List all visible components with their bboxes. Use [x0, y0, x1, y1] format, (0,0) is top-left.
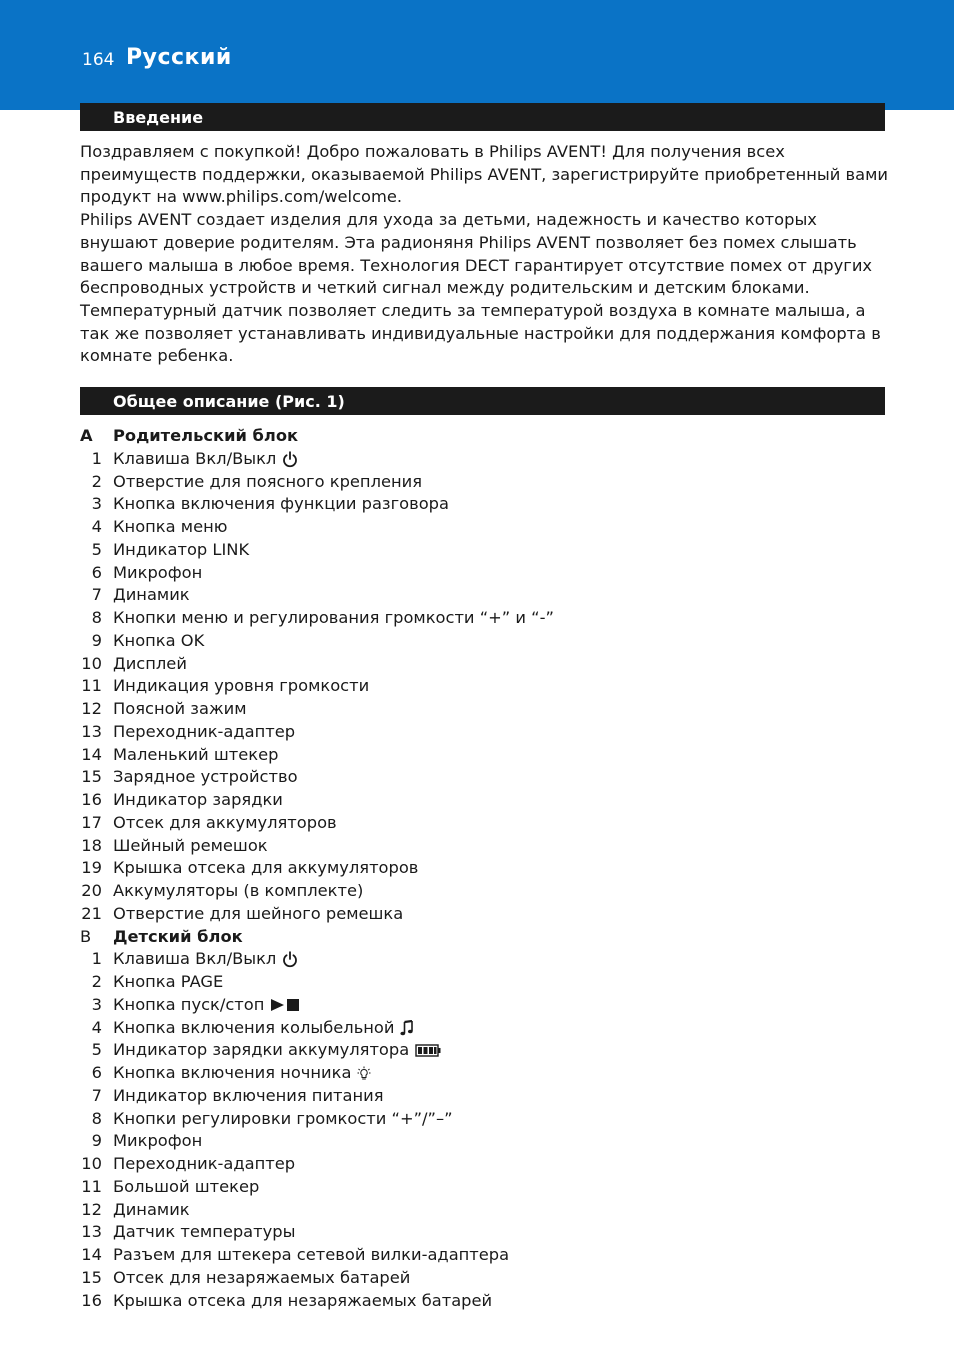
item-number: 6	[91, 1063, 102, 1082]
item-number: 16	[81, 790, 102, 809]
list-item	[80, 948, 890, 971]
intro-text	[80, 141, 890, 368]
item-label: Индикатор зарядки аккумулятора	[113, 1040, 410, 1060]
item-number: 8	[91, 1108, 102, 1128]
item-number: 14	[81, 1245, 102, 1264]
list-item	[80, 971, 890, 994]
list-item	[80, 1199, 890, 1222]
item-number: 13	[81, 1222, 102, 1242]
parent-unit-heading	[80, 425, 890, 448]
item-number: 6	[91, 562, 102, 582]
item-number: 3	[91, 994, 102, 1014]
item-number: 4	[91, 1017, 102, 1037]
language-title: Русский	[126, 45, 232, 70]
night-light-icon	[357, 1066, 371, 1082]
list-item	[80, 1176, 890, 1199]
list-item	[80, 812, 890, 835]
list-item	[80, 1153, 890, 1176]
item-label: Индикатор зарядки	[113, 790, 283, 809]
item-label: Кнопка пуск/стоп	[113, 994, 265, 1014]
item-number: 12	[81, 699, 102, 718]
power-icon	[282, 951, 298, 968]
list-item	[80, 607, 890, 630]
list-item	[80, 835, 890, 858]
list-item	[80, 903, 890, 926]
list-item	[80, 516, 890, 539]
list-item	[80, 1039, 890, 1062]
group-letter: A	[80, 426, 93, 445]
item-number: 8	[91, 608, 102, 627]
item-label: Маленький штекер	[113, 744, 279, 764]
item-label: Динамик	[113, 585, 190, 605]
list-item	[80, 766, 890, 789]
item-label: Кнопки регулировки громкости “+”/”–”	[113, 1108, 453, 1128]
item-label: Зарядное устройство	[113, 767, 298, 787]
item-label: Переходник-адаптер	[113, 721, 296, 741]
item-number: 11	[81, 676, 102, 696]
item-number: 2	[91, 972, 102, 991]
list-item	[80, 880, 890, 903]
list-item	[80, 994, 890, 1017]
item-number: 20	[81, 881, 102, 900]
item-label: Отсек для незаряжаемых батарей	[113, 1267, 411, 1287]
item-number: 9	[91, 630, 102, 650]
item-label: Кнопка включения колыбельной	[113, 1017, 395, 1037]
list-item	[80, 471, 890, 494]
item-label: Кнопка OK	[113, 630, 205, 650]
item-label: Кнопка включения ночника	[113, 1063, 352, 1082]
group-letter: B	[80, 926, 92, 946]
item-label: Кнопка PAGE	[113, 972, 224, 991]
list-item	[80, 1085, 890, 1108]
item-label: Крышка отсека для незаряжаемых батарей	[113, 1290, 493, 1310]
item-number: 10	[81, 1154, 102, 1173]
group-title: Родительский блок	[113, 426, 299, 445]
item-label: Шейный ремешок	[113, 835, 268, 855]
item-label: Кнопки меню и регулирования громкости “+” и “-”	[113, 608, 554, 627]
list-item	[80, 562, 890, 585]
item-label: Отверстие для поясного крепления	[113, 471, 423, 491]
list-item	[80, 698, 890, 721]
list-item	[80, 1267, 890, 1290]
item-number: 11	[81, 1176, 102, 1196]
list-item	[80, 1062, 890, 1085]
item-label: Индикатор включения питания	[113, 1085, 384, 1105]
item-number: 21	[81, 903, 102, 923]
item-number: 17	[81, 812, 102, 832]
item-label: Дисплей	[113, 653, 187, 673]
item-number: 7	[91, 1085, 102, 1105]
item-number: 1	[91, 448, 102, 468]
item-number: 9	[91, 1131, 102, 1151]
item-number: 4	[91, 517, 102, 536]
list-item	[80, 744, 890, 767]
list-item	[80, 1130, 890, 1153]
item-label: Отверстие для шейного ремешка	[113, 903, 404, 923]
item-label: Клавиша Вкл/Выкл	[113, 448, 277, 468]
baby-unit-heading	[80, 926, 890, 949]
item-label: Микрофон	[113, 1131, 203, 1151]
list-item	[80, 1244, 890, 1267]
list-item	[80, 448, 890, 471]
item-number: 3	[91, 494, 102, 514]
item-label: Индикатор LINK	[113, 539, 250, 559]
item-number: 15	[81, 767, 102, 787]
item-number: 1	[91, 949, 102, 969]
item-number: 16	[81, 1290, 102, 1310]
list-item	[80, 675, 890, 698]
item-label: Большой штекер	[113, 1176, 260, 1196]
item-number: 19	[81, 858, 102, 878]
group-title: Детский блок	[113, 926, 243, 946]
list-item	[80, 1221, 890, 1244]
item-label: Кнопка меню	[113, 517, 228, 536]
item-label: Крышка отсека для аккумуляторов	[113, 858, 419, 878]
item-number: 15	[81, 1267, 102, 1287]
item-number: 13	[81, 721, 102, 741]
battery-icon	[415, 1044, 441, 1057]
music-note-icon	[400, 1020, 414, 1037]
list-item	[80, 789, 890, 812]
item-label: Аккумуляторы (в комплекте)	[113, 881, 364, 900]
header-bar	[0, 0, 954, 110]
play-stop-icon	[270, 998, 304, 1012]
intro-paragraph-2: Philips AVENT создает изделия для ухода за детьми, надежность и качество которых внушают доверие родителям. Эта радионяня Philips AVENT позволяет без помех слышать вашего малыша в любое время. Технология DECT гарантирует отсутствие помех от других беспроводных устройств и четкий сигнал между родительским и детским блоками. Температурный датчик позволяет следить за температурой воздуха в комнате малыша, а так же позволяет устанавливать индивидуальные настройки для поддержания комфорта в комнате ребенка.	[80, 210, 881, 366]
list-item	[80, 493, 890, 516]
item-label: Разъем для штекера сетевой вилки-адаптера	[113, 1245, 510, 1264]
item-label: Индикация уровня громкости	[113, 676, 370, 696]
item-label: Поясной зажим	[113, 699, 247, 718]
list-item	[80, 1290, 890, 1313]
item-number: 7	[91, 585, 102, 605]
item-label: Датчик температуры	[113, 1222, 296, 1242]
item-number: 18	[81, 835, 102, 855]
intro-paragraph-1: Поздравляем с покупкой! Добро пожаловать в Philips AVENT! Для получения всех преимуществ поддержки, оказываемой Philips AVENT, зарегистрируйте приобретенный вами продукт на www.philips.com/welcome.	[80, 142, 888, 207]
list-item	[80, 1108, 890, 1131]
item-number: 14	[81, 744, 102, 764]
list-item	[80, 584, 890, 607]
item-number: 2	[91, 471, 102, 491]
list-item	[80, 1017, 890, 1040]
list-item	[80, 721, 890, 744]
section-heading-general: Общее описание (Рис. 1)	[80, 387, 885, 415]
item-label: Отсек для аккумуляторов	[113, 812, 337, 832]
page-number: 164	[82, 50, 115, 70]
item-number: 5	[91, 1040, 102, 1060]
list-item	[80, 653, 890, 676]
power-icon	[282, 451, 298, 468]
list-item	[80, 857, 890, 880]
parts-list	[80, 425, 890, 1312]
list-item	[80, 630, 890, 653]
item-label: Кнопка включения функции разговора	[113, 494, 449, 514]
item-label: Динамик	[113, 1199, 190, 1219]
list-item	[80, 539, 890, 562]
item-number: 10	[81, 653, 102, 673]
item-number: 5	[91, 539, 102, 559]
item-number: 12	[81, 1199, 102, 1219]
item-label: Переходник-адаптер	[113, 1154, 296, 1173]
item-label: Клавиша Вкл/Выкл	[113, 949, 277, 969]
section-heading-intro: Введение	[80, 103, 885, 131]
item-label: Микрофон	[113, 562, 203, 582]
